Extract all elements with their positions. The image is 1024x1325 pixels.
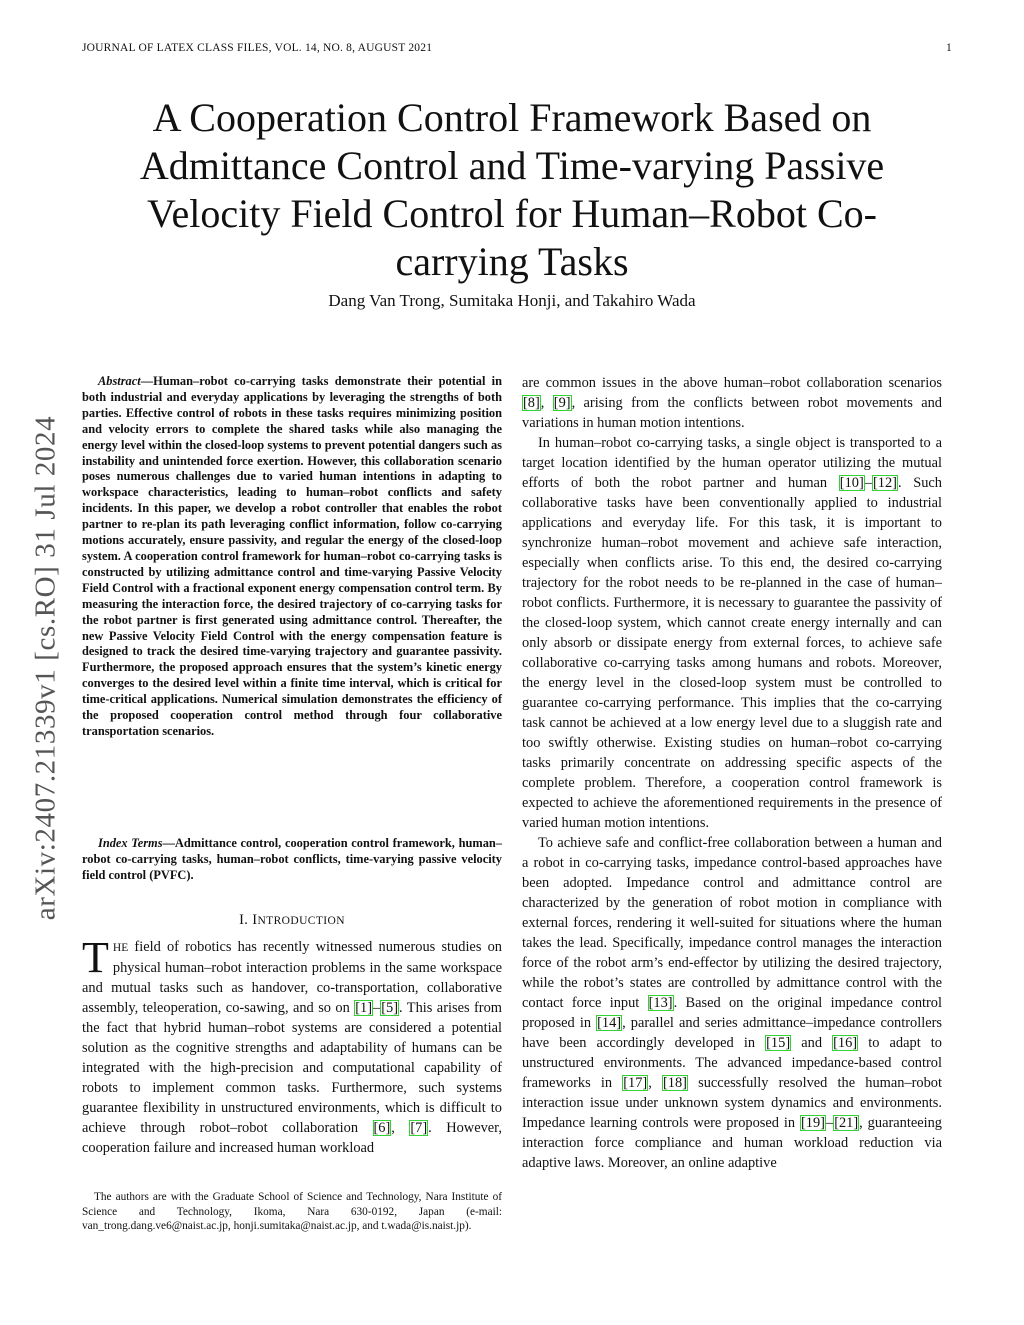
paragraph: To achieve safe and conflict-free collaboration between a human and a robot in co-carrying tasks, impedance control-based approaches have been adopted. Impedance control and admittance control are characterized by the generation of robot motion in compliance with external forces, rendering it well-suited for situations where the human takes the lead. Specifically, impedance control manages the interaction force of the robot arm’s end-effector by utilizing the desired trajectory, while the robot’s states are controlled by admittance control with the contact force input [13]. Based on the original impedance control proposed in [14], parallel and series admittance–impedance controllers have been accordingly developed in [15] and [16] to adapt to unstructured environments. The advanced impedance-based control frameworks in [17], [18] successfully resolved the human–robot interaction issue under unknown system dynamics and environments. Impedance learning controls were proposed in [19]–[21], guaranteeing interaction force compliance and human workload reduction via adaptive laws. Moreover, an online adaptive	[522, 835, 943, 1171]
citation-link[interactable]: [8]	[523, 395, 540, 411]
index-terms-label: Index Terms	[98, 836, 163, 850]
citation-link[interactable]: [14]	[597, 1015, 622, 1031]
paper-title: A Cooperation Control Framework Based on Admittance Control and Time-varying Passive Velocity Field Control for Human–Robot Co-carrying Tasks	[139, 95, 885, 284]
index-terms	[82, 836, 502, 884]
citation-link[interactable]: [15]	[766, 1035, 791, 1051]
index-terms-text: —Admittance control, cooperation control framework, human–robot co-carrying tasks, human–robot conflicts, time-varying passive velocity field control (PVFC).	[82, 836, 502, 882]
citation-link[interactable]: [6]	[373, 1120, 391, 1136]
citation-link[interactable]: [18]	[662, 1075, 687, 1091]
drop-cap: T	[82, 933, 109, 982]
citation-link[interactable]: [10]	[839, 475, 864, 491]
abstract-label: Abstract	[98, 374, 141, 388]
citation-link[interactable]: [5]	[381, 1000, 399, 1016]
right-column-body	[522, 373, 942, 1173]
citation-link[interactable]: [13]	[648, 995, 673, 1011]
introduction-body: THE field of robotics has recently witnessed numerous studies on physical human–robot interaction problems in the same workspace and mutual tasks such as handover, co-transportation, collaborative assembly, teleoperation, co-sawing, and so on [1]–[5]. This arises from the fact that hybrid human–robot systems are considered a potential solution as the cognitive strengths and adaptability of humans can be integrated with the high-precision and computational capability of robots to implement common tasks. Furthermore, such systems guarantee flexibility in unstructured environments, which is difficult to achieve through robot–robot collaboration [6], [7]. However, cooperation failure and increased human workload	[82, 933, 502, 1156]
paragraph: In human–robot co-carrying tasks, a single object is transported to a target location identified by the human operator utilizing the mutual efforts of both the robot partner and human [10]–[12]. Such collaborative tasks have been conventionally applied to industrial applications and everyday life. For this task, it is important to synchronize human–robot movement and achieve safe interaction, especially when conflicts arise. To this end, the desired co-carrying trajectory for the robot needs to be re-planned in the case of human–robot conflicts. Furthermore, it is necessary to guarantee the passivity of the closed-loop system, which cannot create energy internally and can only absorb or dissipate energy from external forces, to achieve safe collaborative co-carrying tasks among humans and robots. Moreover, the energy level in the closed-loop system must be controlled to guarantee co-carrying performance. This implies that the co-carrying task cannot be achieved at a low energy level due to a sluggish rate and too swiftly otherwise. Existing studies on human–robot co-carrying tasks primarily concentrate on addressing specific aspects of the complete problem. Therefore, a cooperation control framework is expected to achieve the aforementioned requirements in the presence of varied human motion intentions.	[522, 435, 942, 831]
paragraph: are common issues in the above human–robot collaboration scenarios [8], [9], arising from the conflicts between robot movements and variations in human motion intentions.	[522, 375, 942, 431]
journal-header: JOURNAL OF LATEX CLASS FILES, VOL. 14, NO. 8, AUGUST 2021	[82, 42, 433, 54]
citation-link[interactable]: [1]	[355, 1000, 373, 1016]
abstract	[82, 374, 502, 740]
section-heading-introduction: I. INTRODUCTION	[239, 912, 345, 928]
citation-link[interactable]: [21]	[834, 1115, 859, 1131]
citation-link[interactable]: [9]	[553, 395, 571, 411]
arxiv-sidebar	[28, 365, 64, 970]
author-affiliation-footnote: The authors are with the Graduate School of Science and Technology, Nara Institute of Science and Technology, Ikoma, Nara 630-0192, Japan (e-mail: van_trong.dang.ve6@naist.ac.jp, honji.sumitaka@naist.ac.jp, and t.wada@is.naist.jp).	[82, 1191, 502, 1233]
citation-link[interactable]: [19]	[801, 1115, 825, 1131]
citation-link[interactable]: [16]	[833, 1035, 858, 1051]
citation-link[interactable]: [17]	[623, 1075, 648, 1091]
citation-link[interactable]: [12]	[872, 475, 897, 491]
citation-link[interactable]: [7]	[410, 1120, 428, 1136]
page-number: 1	[946, 42, 952, 54]
abstract-text: —Human–robot co-carrying tasks demonstrate their potential in both industrial and everyday applications by leveraging the strengths of both parties. Effective control of robots in these tasks requires minimizing position and velocity errors to complete the shared tasks while also managing the energy level within the closed-loop systems to prevent potential dangers such as instability and unintended force exertion. However, this collaboration scenario poses numerous challenges due to varied human intentions in adapting to workspace characteristics, leading to human–robot conflicts and safety incidents. In this paper, we develop a robot controller that enables the robot partner to re-plan its path leveraging conflict information, follow co-carrying motions accurately, ensure passivity, and regular the energy of the closed-loop system. A cooperation control framework for human–robot co-carrying tasks is constructed by utilizing admittance control and time-varying Passive Velocity Field Control with a fractional exponent energy compensation control term. By measuring the interaction force, the desired trajectory of co-carrying tasks for the robot partner is first generated using admittance control. Thereafter, the new Passive Velocity Field Control with the energy compensation feature is designed to track the desired time-varying trajectory and guarantee passivity. Furthermore, the proposed approach ensures that the system’s kinetic energy converges to the desired level within a finite time interval, which is critical for time-critical applications. Numerical simulation demonstrates the efficiency of the proposed cooperation control method through four collaborative transportation scenarios.	[82, 374, 502, 738]
author-list: Dang Van Trong, Sumitaka Honji, and Takahiro Wada	[328, 291, 696, 310]
arxiv-identifier: arXiv:2407.21339v1 [cs.RO] 31 Jul 2024	[29, 415, 62, 920]
running-header	[82, 42, 952, 58]
